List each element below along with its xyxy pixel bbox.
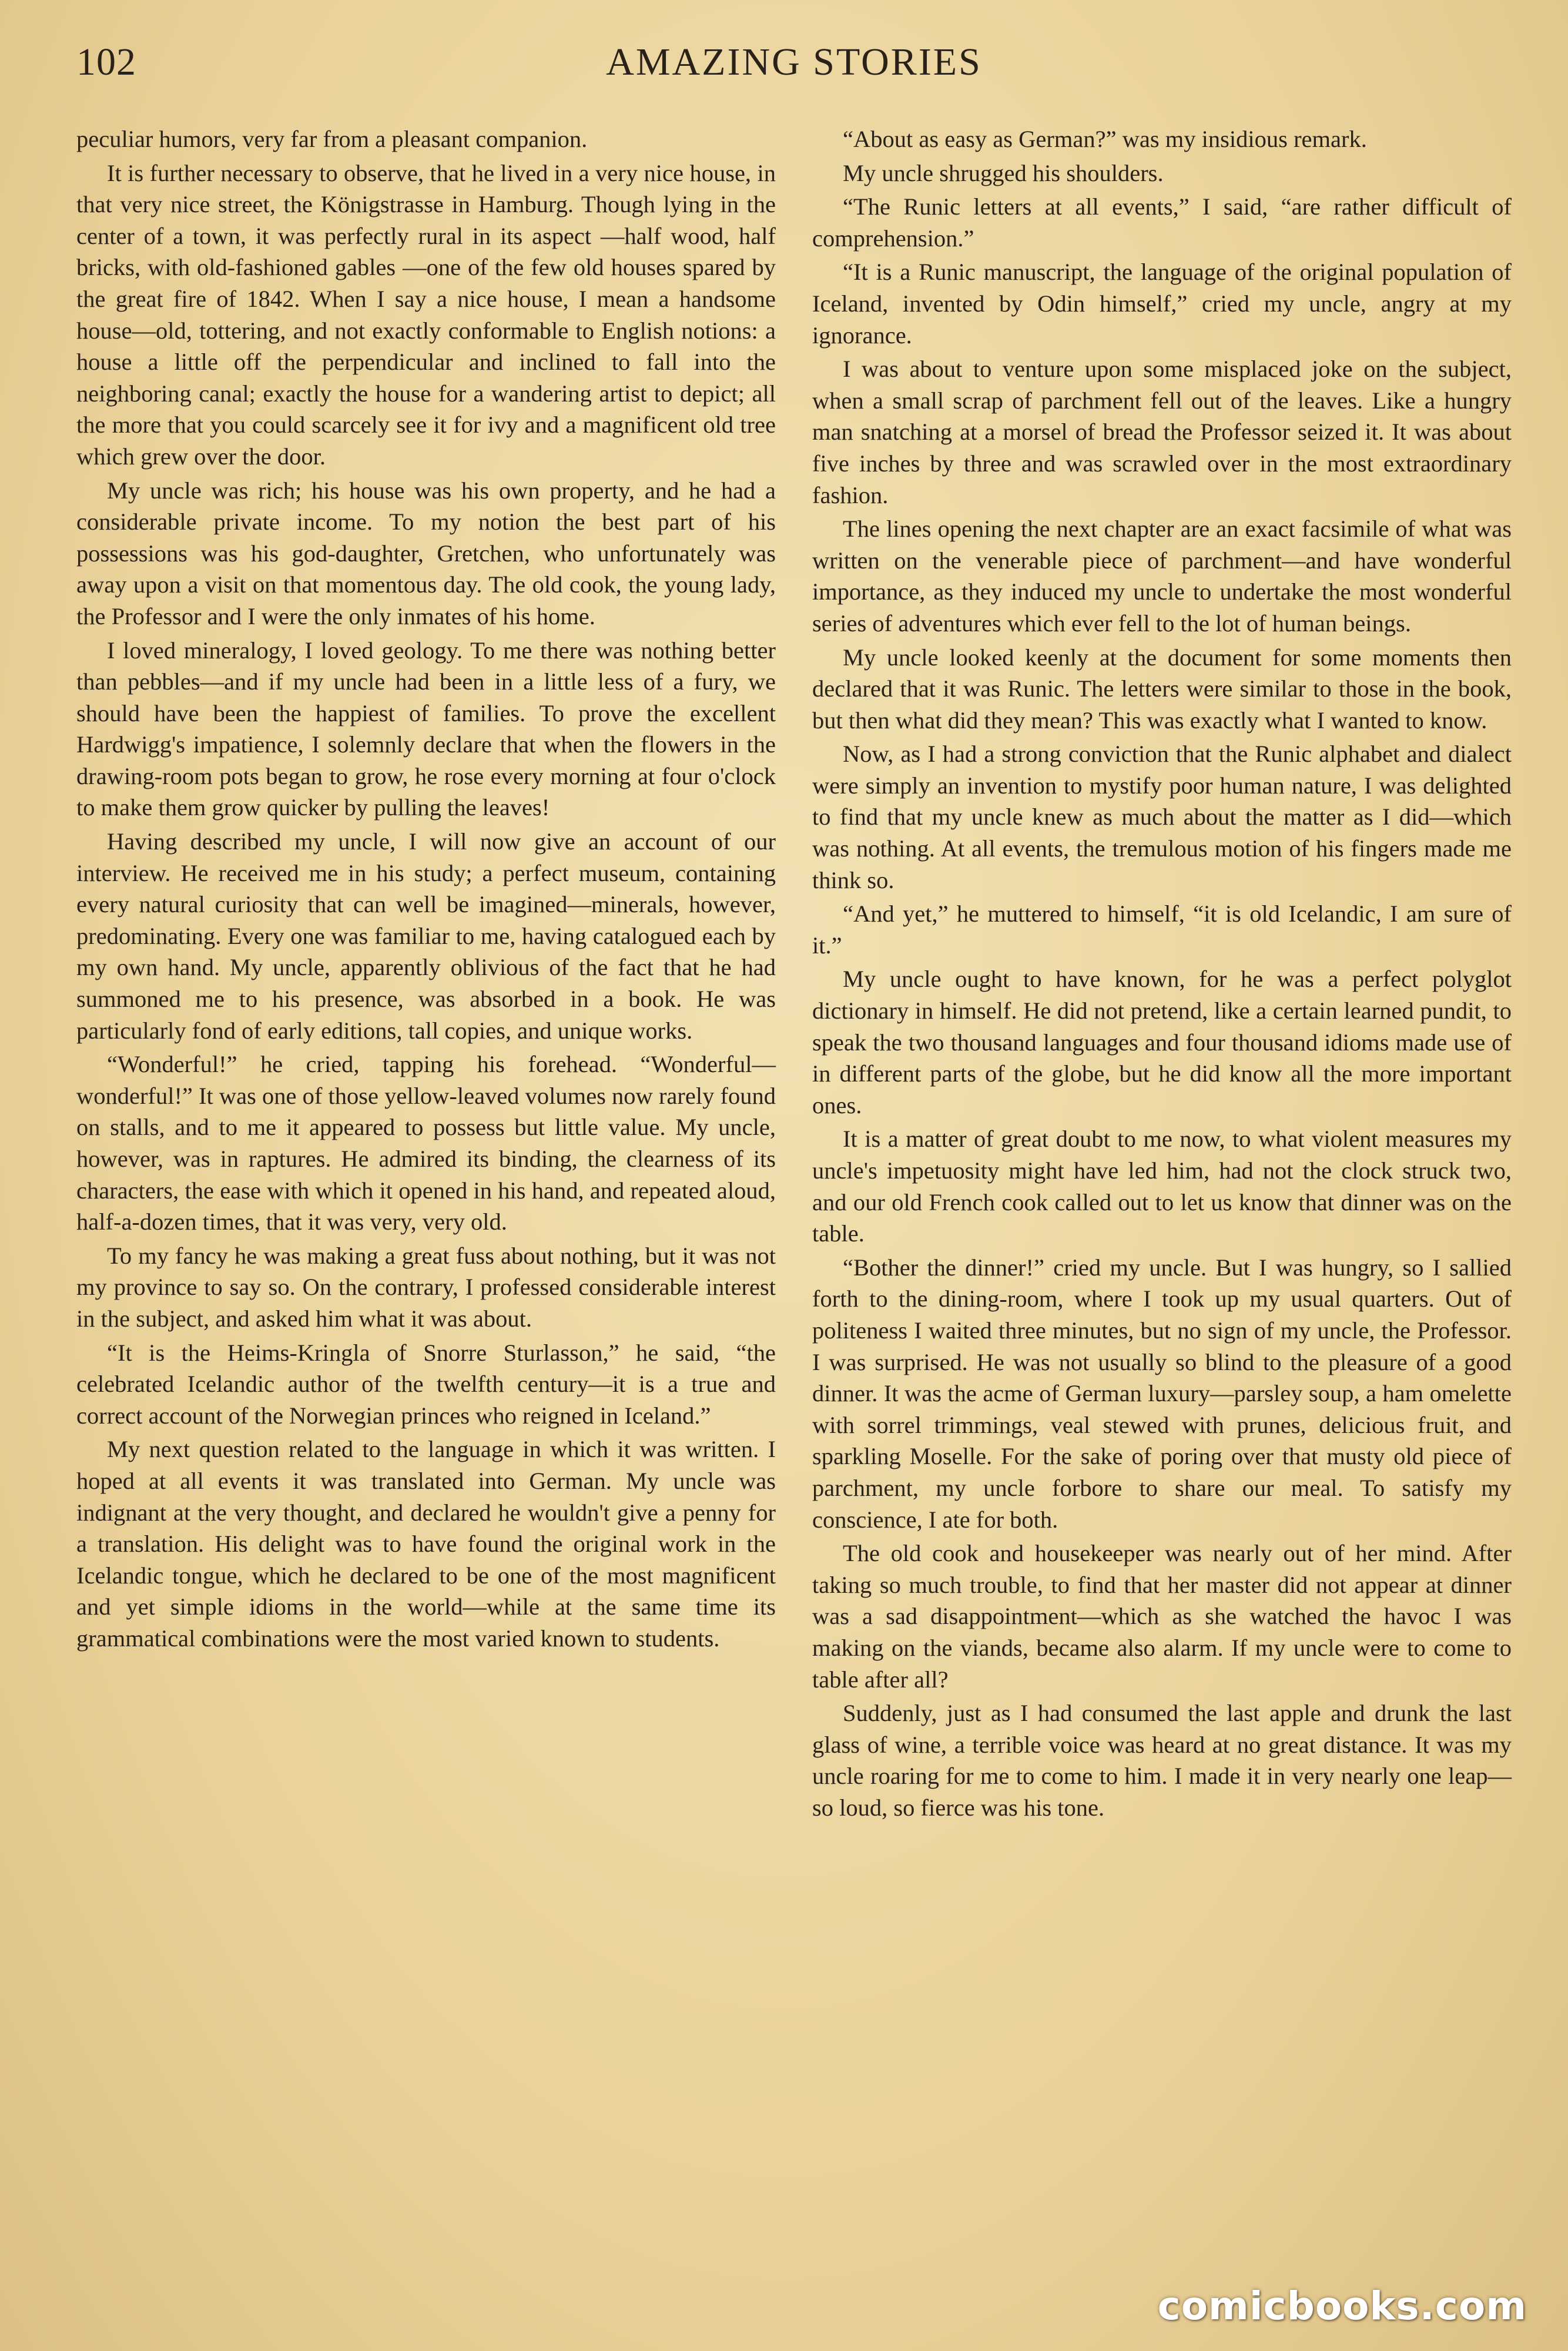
paragraph: Now, as I had a strong conviction that the Runic alphabet and dialect were simply an invention to mystify poor human nature, I was delighted to find that my uncle knew as much about the matter as I did—which was nothing. At all events, the tremulous motion of his fingers made me think so. [812, 741, 1512, 893]
paragraph: “It is a Runic manuscript, the language of the original population of Iceland, invented by Odin himself,” cried my uncle, angry at my ignorance. [812, 259, 1512, 349]
text-columns [76, 123, 1512, 1826]
left-column [76, 123, 776, 1826]
paragraph: My uncle was rich; his house was his own property, and he had a considerable private income. To my notion the best part of his possessions was his god-daughter, Gretchen, who unfortunately was away upon a visit on that momentous day. The old cook, the young lady, the Professor and I were the only inmates of his home. [76, 477, 776, 629]
page-number: 102 [76, 41, 136, 83]
paragraph: My uncle ought to have known, for he was a perfect polyglot dictionary in himself. He did not pretend, like a certain learned pundit, to speak the two thousand languages and four thousand idioms made use of in different parts of the globe, but he did know all the more important ones. [812, 966, 1512, 1118]
paragraph: “About as easy as German?” was my insidious remark. [843, 126, 1367, 152]
paragraph: My uncle shrugged his shoulders. [843, 159, 1164, 186]
running-head: AMAZING STORIES [606, 41, 982, 83]
paragraph: peculiar humors, very far from a pleasant companion. [76, 126, 588, 152]
right-column [812, 123, 1512, 1826]
paragraph: “Wonderful!” he cried, tapping his forehead. “Wonderful—wonderful!” It was one of those yellow-leaved volumes now rarely found on stalls, and to me it appeared to possess but little value. My uncle, however, was in raptures. He admired its binding, the clearness of its characters, the ease with which it opened in his hand, and repeated aloud, half-a-dozen times, that it was very, very old. [76, 1051, 776, 1235]
paragraph: My uncle looked keenly at the document for some moments then declared that it was Runic. The letters were similar to those in the book, but then what did they mean? This was exactly what I wanted to know. [812, 644, 1512, 734]
paragraph: Having described my uncle, I will now give an account of our interview. He received me in his study; a perfect museum, containing every natural curiosity that can well be imagined—minerals, however, predominating. Every one was familiar to me, having catalogued each by my own hand. My uncle, apparently oblivious of the fact that he had summoned me to his presence, was absorbed in a book. He was particularly fond of early editions, tall copies, and unique works. [76, 828, 776, 1044]
page-header [76, 35, 1512, 112]
paragraph: To my fancy he was making a great fuss about nothing, but it was not my province to say so. On the contrary, I professed considerable interest in the subject, and asked him what it was about. [76, 1242, 776, 1332]
paragraph: It is further necessary to observe, that he lived in a very nice house, in that very nice street, the Königstrasse in Hamburg. Though lying in the center of a town, it was perfectly rural in its aspect —half wood, half bricks, with old-fashioned gables —one of the few old houses spared by the great fire of 1842. When I say a nice house, I mean a handsome house—old, tottering, and not exactly conformable to English notions: a house a little off the perpendicular and inclined to fall into the neighboring canal; exactly the house for a wandering artist to depict; all the more that you could scarcely see it for ivy and a magnificent old tree which grew over the door. [76, 159, 776, 470]
paragraph: I was about to venture upon some misplaced joke on the subject, when a small scrap of parchment fell out of the leaves. Like a hungry man snatching at a morsel of bread the Professor seized it. It was about five inches by three and was scrawled over in the most extraordinary fashion. [812, 356, 1512, 508]
paragraph: My next question related to the language in which it was written. I hoped at all events it was translated into German. My uncle was indignant at the very thought, and declared he wouldn't give a penny for a translation. His delight was to have found the original work in the Icelandic tongue, which he declared to be one of the most magnificent and yet simple idioms in the world—while at the same time its grammatical combinations were the most varied known to students. [76, 1436, 776, 1652]
paragraph: Suddenly, just as I had consumed the last apple and drunk the last glass of wine, a terrible voice was heard at no great distance. It was my uncle roaring for me to come to him. I made it in very nearly one leap—so loud, so fierce was his tone. [812, 1700, 1512, 1821]
paragraph: “The Runic letters at all events,” I said, “are rather difficult of comprehension.” [812, 193, 1512, 252]
paragraph: “Bother the dinner!” cried my uncle. But I was hungry, so I sallied forth to the dining-room, where I took up my usual quarters. Out of politeness I waited three minutes, but no sign of my uncle, the Professor. I was surprised. He was not usually so blind to the pleasure of a good dinner. It was the acme of German luxury—parsley soup, a ham omelette with sorrel trimmings, veal stewed with prunes, delicious fruit, and sparkling Moselle. For the sake of poring over that musty old piece of parchment, my uncle forbore to share our meal. To satisfy my conscience, I ate for both. [812, 1254, 1512, 1533]
paragraph: “And yet,” he muttered to himself, “it is old Icelandic, I am sure of it.” [812, 900, 1512, 959]
watermark-logo: comicbooks.com [1157, 2283, 1527, 2329]
paragraph: The lines opening the next chapter are an exact facsimile of what was written on the venerable piece of parchment—and have wonderful importance, as they induced my uncle to undertake the most wonderful series of adventures which ever fell to the lot of human beings. [812, 515, 1512, 637]
paragraph: It is a matter of great doubt to me now, to what violent measures my uncle's impetuosity might have led him, had not the clock struck two, and our old French cook called out to let us know that dinner was on the table. [812, 1126, 1512, 1247]
paragraph: “It is the Heims-Kringla of Snorre Sturlasson,” he said, “the celebrated Icelandic author of the twelfth century—it is a true and correct account of the Norwegian princes who reigned in Iceland.” [76, 1339, 776, 1429]
paragraph: The old cook and housekeeper was nearly out of her mind. After taking so much trouble, to find that her master did not appear at dinner was a sad disappointment—which as she watched the havoc I was making on the viands, became also alarm. If my uncle were to come to table after all? [812, 1540, 1512, 1693]
paragraph: I loved mineralogy, I loved geology. To me there was nothing better than pebbles—and if my uncle had been in a little less of a fury, we should have been the happiest of families. To prove the excellent Hardwigg's impatience, I solemnly declare that when the flowers in the drawing-room pots began to grow, he rose every morning at four o'clock to make them grow quicker by pulling the leaves! [76, 637, 776, 821]
